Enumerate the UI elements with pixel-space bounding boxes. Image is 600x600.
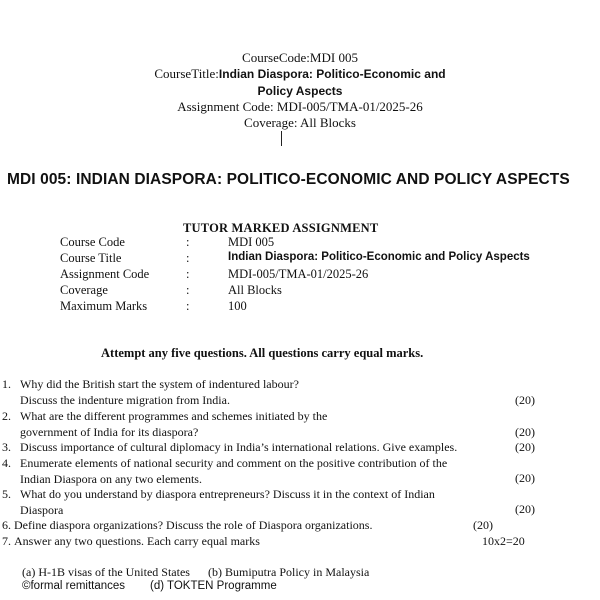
info-value: 100: [228, 299, 247, 313]
question-number: 6.: [2, 518, 11, 532]
info-label: Maximum Marks: [60, 299, 148, 313]
info-label: Coverage: [60, 283, 108, 297]
tma-heading: TUTOR MARKED ASSIGNMENT: [183, 221, 379, 235]
question-text-cont: Discuss the indenture migration from India.: [20, 392, 230, 407]
info-value: MDI 005: [228, 235, 275, 249]
question-1-marks: (20): [515, 393, 535, 407]
info-separator: :: [186, 251, 190, 265]
header-assignment-code: Assignment Code: MDI-005/TMA-01/2025-26: [177, 99, 423, 114]
question-5: [2, 487, 435, 518]
question-3: [2, 440, 457, 456]
info-separator: :: [186, 267, 190, 281]
header-coverage: Coverage: All Blocks: [244, 115, 356, 130]
question-number: 5.: [2, 487, 11, 501]
question-6-marks: (20): [473, 518, 493, 532]
info-separator: :: [186, 235, 190, 249]
question-number: 7.: [2, 534, 11, 548]
question-text: What are the different programmes and schemes initiated by the: [20, 409, 328, 423]
header-course-title: [0, 66, 600, 82]
question-7: [2, 534, 260, 550]
question-text: Discuss importance of cultural diplomacy in India’s international relations. Give examples.: [20, 440, 458, 454]
info-label: Course Code: [60, 235, 125, 249]
question-text: Enumerate elements of national security and comment on the positive contribution of the: [20, 456, 448, 470]
question-4-marks: (20): [515, 471, 535, 485]
option-b: (b) Bumiputra Policy in Malaysia: [208, 565, 370, 579]
question-text-cont: Indian Diaspora on any two elements.: [20, 471, 202, 486]
question-text: What do you understand by diaspora entrepreneurs? Discuss it in the context of Indian: [20, 487, 435, 501]
text-cursor: [281, 131, 282, 146]
header-course-code: CourseCode:MDI 005: [242, 50, 358, 65]
header-course-title-prefix: CourseTitle:: [154, 66, 219, 81]
option-d: (d) TOKTEN Programme: [150, 580, 277, 592]
question-text: Define diaspora organizations? Discuss the role of Diaspora organizations.: [14, 518, 373, 532]
question-text: Answer any two questions. Each carry equal marks: [14, 534, 260, 548]
question-3-marks: (20): [515, 440, 535, 454]
info-separator: :: [186, 283, 190, 297]
instruction: Attempt any five questions. All questions carry equal marks.: [101, 346, 424, 360]
info-label: Course Title: [60, 251, 122, 265]
main-title: MDI 005: INDIAN DIASPORA: POLITICO-ECONOMIC AND POLICY ASPECTS: [7, 171, 570, 188]
question-number: 4.: [2, 456, 11, 470]
header-course-title-bold-1: Indian Diaspora: Politico-Economic and: [218, 67, 446, 81]
question-2: [2, 409, 327, 440]
question-number: 2.: [2, 409, 11, 423]
question-text: Why did the British start the system of indentured labour?: [20, 377, 299, 391]
option-c: ©formal remittances: [22, 580, 126, 592]
question-number: 3.: [2, 440, 11, 454]
header-course-title-line2: Policy Aspects: [257, 84, 343, 98]
option-a: (a) H-1B visas of the United States: [22, 565, 190, 579]
question-text-cont: government of India for its diaspora?: [20, 424, 199, 439]
question-2-marks: (20): [515, 425, 535, 439]
question-5-marks: (20): [515, 502, 535, 516]
question-number: 1.: [2, 377, 11, 391]
info-value: All Blocks: [228, 283, 282, 297]
question-1: [2, 377, 299, 408]
question-4: [2, 456, 447, 487]
info-label: Assignment Code: [60, 267, 150, 281]
question-6: [2, 518, 372, 534]
info-value: MDI-005/TMA-01/2025-26: [228, 267, 369, 281]
question-7-marks: 10x2=20: [482, 534, 525, 548]
info-separator: :: [186, 299, 190, 313]
info-value: Indian Diaspora: Politico-Economic and Policy Aspects: [228, 251, 530, 263]
question-text-cont: Diaspora: [20, 502, 64, 517]
